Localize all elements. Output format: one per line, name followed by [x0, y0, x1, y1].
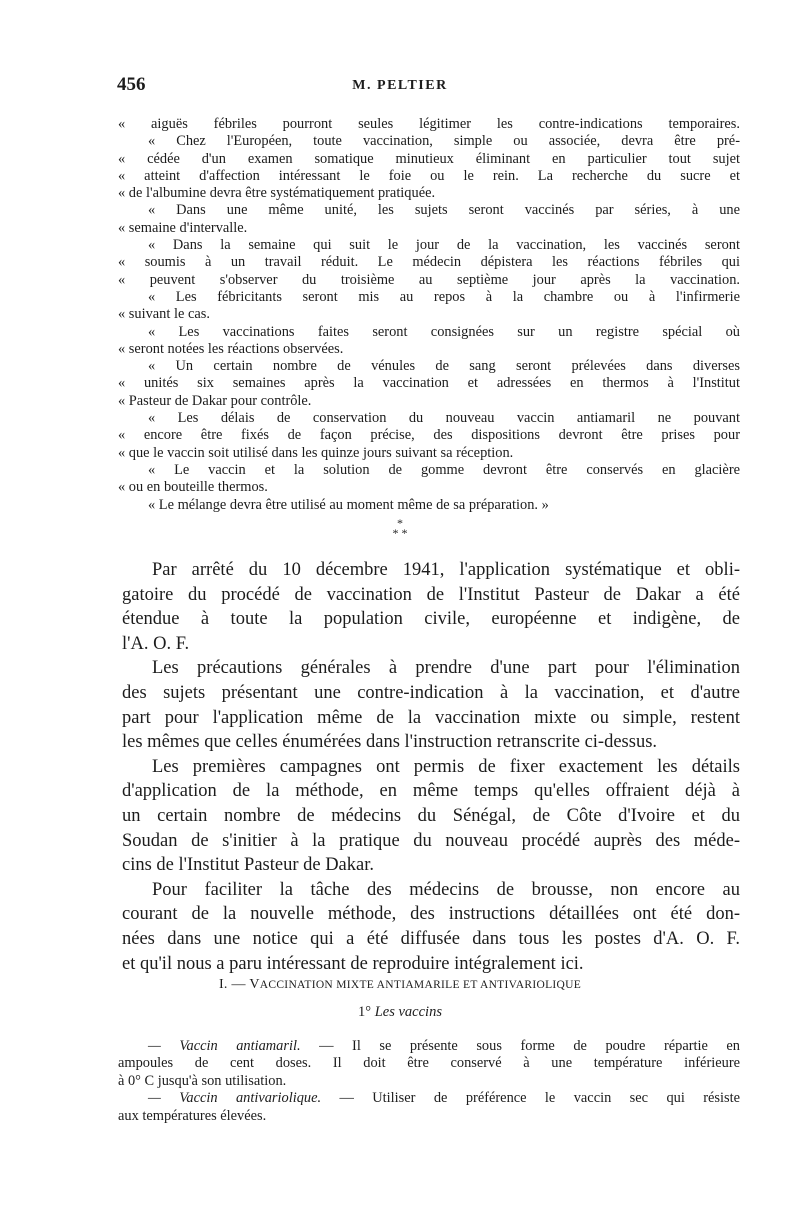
section-heading-prefix: I. — V	[218, 977, 260, 992]
text-line: Pour faciliter la tâche des médecins de brousse, non encore au	[152, 879, 740, 900]
text-line: « Le mélange devra être utilisé au moment même de sa préparation. »	[148, 496, 549, 513]
text-line: « atteint d'affection intéressant le foie ou le rein. La recherche du sucre et	[118, 167, 740, 184]
text-line	[118, 1090, 740, 1107]
text-line: « Chez l'Européen, toute vaccination, simple ou associée, devra être pré-	[148, 133, 740, 150]
text-line: « Dans la semaine qui suit le jour de la vaccination, les vaccinés seront	[148, 237, 740, 254]
text-line: courant de la nouvelle méthode, des instructions détaillées ont été don-	[122, 904, 740, 925]
text-line	[118, 1038, 740, 1055]
text-line: les mêmes que celles énumérées dans l'instruction retranscrite ci-dessus.	[122, 732, 658, 753]
page-number: 456	[117, 74, 146, 95]
text-line: « ou en bouteille thermos.	[118, 479, 268, 496]
text-line: « encore être fixés de façon précise, des dispositions devront être prises pour	[118, 427, 740, 444]
text-line: gatoire du procédé de vaccination de l'Institut Pasteur de Dakar a été	[122, 584, 740, 605]
section-heading-title: ACCINATION MIXTE ANTIAMARILE ET ANTIVARIOLIQUE	[259, 979, 582, 991]
text-line: Par arrêté du 10 décembre 1941, l'application systématique et obli-	[152, 560, 740, 580]
body-text-block	[122, 558, 740, 976]
text-line: « Les délais de conservation du nouveau vaccin antiamaril ne pouvant	[148, 410, 740, 427]
italic-lead: — Vaccin antivariolique.	[148, 1090, 322, 1107]
text-line: « aiguës fébriles pourront seules légitimer les contre-indications temporaires.	[118, 116, 740, 132]
line-text: — Il se présente sous forme de poudre répartie en	[300, 1038, 740, 1054]
text-line: « Le vaccin et la solution de gomme devront être conservés en glacière	[148, 461, 740, 478]
text-line: « peuvent s'observer du troisième au septième jour après la vaccination.	[118, 271, 740, 288]
line-text: ampoules de cent doses. Il doit être conservé à une température inférieure	[118, 1055, 740, 1072]
text-line: l'A. O. F.	[122, 633, 190, 654]
text-line: Les premières campagnes ont permis de fixer exactement les détails	[152, 756, 740, 777]
text-line: « que le vaccin soit utilisé dans les quinze jours suivant sa réception.	[118, 444, 514, 461]
text-line: « suivant le cas.	[118, 306, 210, 323]
text-line: « de l'albumine devra être systématiquement pratiquée.	[118, 185, 436, 202]
text-line: Les précautions générales à prendre d'une part pour l'élimination	[152, 658, 740, 679]
text-line: « Les vaccinations faites seront consignées sur un registre spécial où	[148, 323, 740, 340]
text-line: des sujets présentant une contre-indication à la vaccination, et d'autre	[122, 682, 740, 703]
sub-heading-title: Les vaccins	[374, 1004, 442, 1020]
section-separator	[380, 518, 420, 538]
text-line: un certain nombre de médecins du Sénégal, de Côte d'Ivoire et du	[122, 805, 740, 826]
text-line	[118, 1055, 740, 1072]
text-line: « seront notées les réactions observées.	[118, 340, 344, 357]
text-line: Soudan de s'initier à la pratique du nouveau procédé auprès des méde-	[122, 830, 740, 851]
text-line: « Un certain nombre de vénules de sang seront prélevées dans diverses	[148, 358, 740, 375]
text-line	[118, 1108, 740, 1125]
text-line: « Les fébricitants seront mis au repos à la chambre ou à l'infirmerie	[148, 288, 740, 305]
text-line: « unités six semaines après la vaccination et adressées en thermos à l'Institut	[118, 375, 740, 392]
text-line: d'application de la méthode, en même temps qu'elles offraient déjà à	[122, 781, 740, 802]
text-line: « Pasteur de Dakar pour contrôle.	[118, 392, 312, 409]
text-line	[118, 1073, 740, 1090]
sub-heading	[0, 1004, 800, 1021]
separator-star-bottom: * *	[392, 526, 408, 540]
line-text: à 0° C jusqu'à son utilisation.	[118, 1072, 287, 1089]
text-line: et qu'il nous a paru intéressant de reproduire intégralement ici.	[122, 953, 584, 974]
italic-lead: — Vaccin antiamaril.	[148, 1038, 301, 1054]
line-text: — Utiliser de préférence le vaccin sec qui résiste	[321, 1090, 741, 1107]
sub-heading-number: 1°	[358, 1004, 372, 1020]
separator-star-top: *	[397, 516, 403, 530]
text-line: cins de l'Institut Pasteur de Dakar.	[122, 855, 374, 876]
line-text: aux températures élevées.	[118, 1107, 267, 1124]
text-line: « semaine d'intervalle.	[118, 219, 248, 236]
text-line: étendue à toute la population civile, européenne et indigène, de	[122, 609, 740, 630]
quoted-instruction-block	[118, 116, 740, 514]
section-heading	[0, 977, 800, 993]
text-line: « cédée d'un examen somatique minutieux éliminant en particulier tout sujet	[118, 150, 740, 167]
vaccines-text-block	[118, 1038, 740, 1125]
text-line: « soumis à un travail réduit. Le médecin dépistera les réactions fébriles qui	[118, 254, 740, 271]
text-line: « Dans une même unité, les sujets seront vaccinés par séries, à une	[148, 202, 740, 219]
text-line: part pour l'application même de la vaccination mixte ou simple, restent	[122, 707, 740, 728]
running-head: M. PELTIER	[352, 78, 448, 93]
text-line: nées dans une notice qui a été diffusée dans tous les postes d'A. O. F.	[122, 928, 740, 949]
